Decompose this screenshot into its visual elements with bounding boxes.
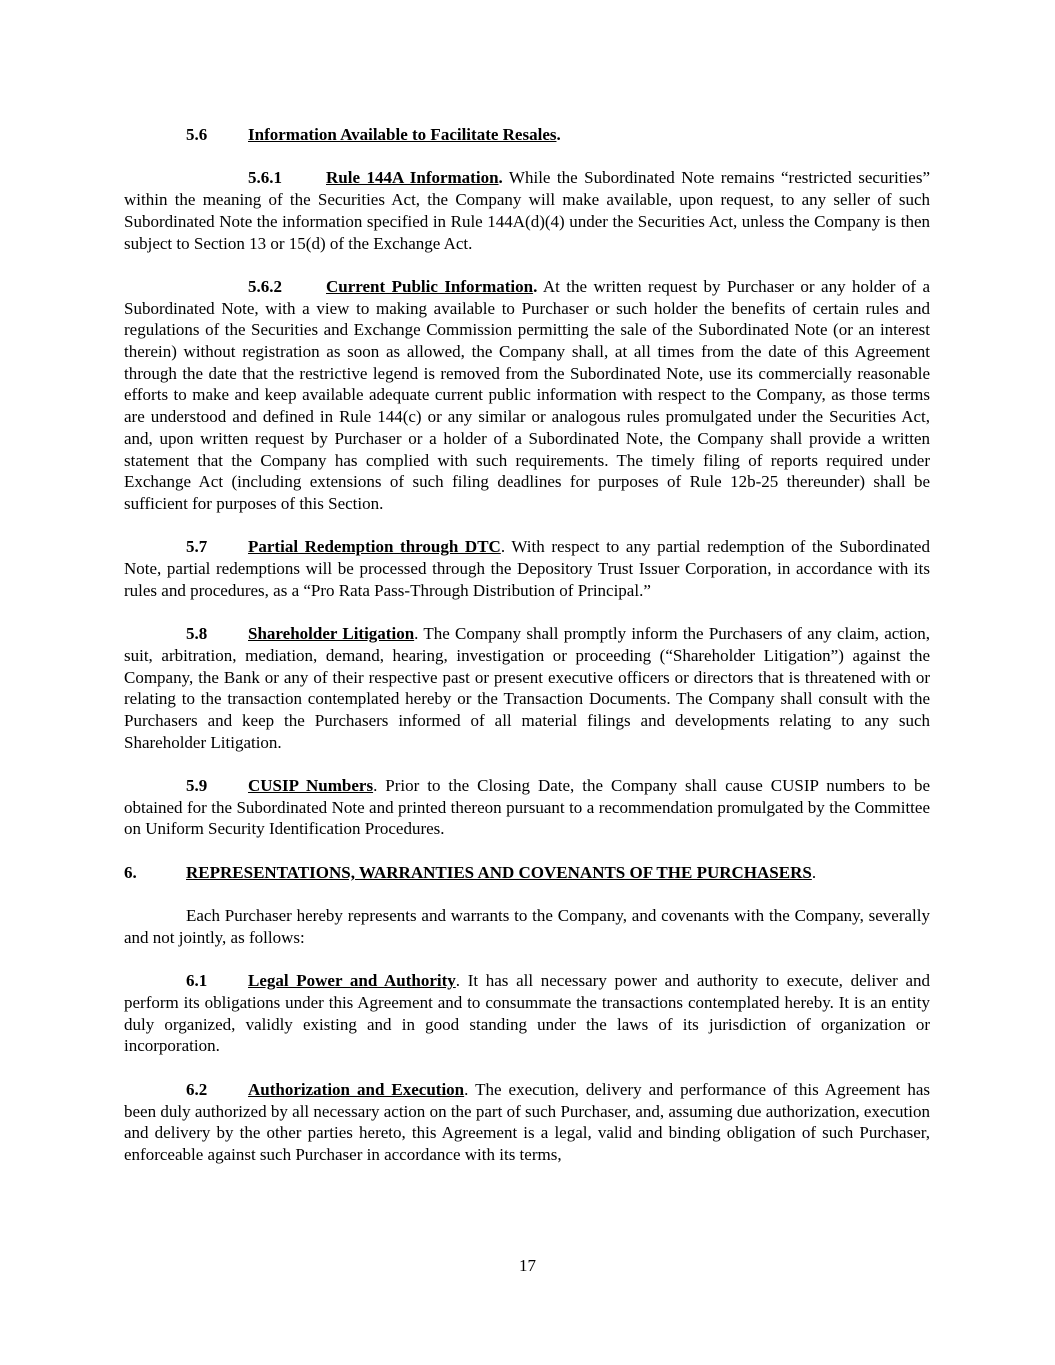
- section-number: 5.6.2: [248, 276, 282, 296]
- section-title: REPRESENTATIONS, WARRANTIES AND COVENANTS OF THE PURCHASERS: [186, 862, 812, 882]
- section-body: . The Company shall promptly inform the Purchasers of any claim, action, suit, arbitration, mediation, demand, hearing, investigation or proceeding (“Shareholder Litigation”) against the Company, the Bank or any of their respective past or present executive officers or directors that is threatened with or relating to the transaction contemplated hereby or the Transaction Documents. The Company shall consult with the Purchasers and keep the Purchasers informed of all material filings and developments relating to any such Shareholder Litigation.: [124, 624, 930, 752]
- section-number: 6.1: [186, 971, 208, 991]
- section-title: Legal Power and Authority: [248, 971, 456, 991]
- document-page: [124, 124, 930, 1187]
- section-body: . The execution, delivery and performance of this Agreement has been duly authorized by all necessary action on the part of such Purchaser, and, assuming due authorization, execution and delivery by the other parties hereto, this Agreement is a legal, valid and binding obligation of such Purchaser, enforceable against such Purchaser in accordance with its terms,: [124, 1079, 930, 1164]
- section-title: Current Public Information: [326, 276, 534, 296]
- section-6: [124, 862, 930, 884]
- section-title: Information Available to Facilitate Resales: [248, 125, 557, 144]
- section-6-1: [124, 970, 930, 1057]
- section-5-6: [124, 124, 930, 146]
- title-punct: .: [498, 168, 503, 188]
- section-6-intro: [124, 905, 930, 948]
- section-body: . With respect to any partial redemption of the Subordinated Note, partial redemptions will be processed through the Depository Trust Issuer Corporation, in accordance with its rules and procedures, as a “Pro Rata Pass-Through Distribution of Principal.”: [124, 537, 930, 600]
- section-5-8: [124, 623, 930, 753]
- title-punct: .: [533, 276, 538, 296]
- section-body: .: [811, 862, 817, 882]
- section-title: Shareholder Litigation: [248, 624, 415, 644]
- section-title: Rule 144A Information: [326, 168, 499, 188]
- section-number: 5.6.1: [248, 168, 282, 188]
- section-body: . Prior to the Closing Date, the Company shall cause CUSIP numbers to be obtained for the Subordinated Note and printed thereon pursuant to a recommendation promulgated by the Committee on Uniform Security Identification Procedures.: [124, 776, 930, 839]
- section-number: 6.: [124, 862, 137, 882]
- section-body: . It has all necessary power and authority to execute, deliver and perform its obligations under this Agreement and to consummate the transactions contemplated hereby. It is an entity duly organized, validly existing and in good standing under the laws of its jurisdiction of organization or incorporation.: [124, 971, 930, 1056]
- section-5-6-2: [124, 276, 930, 515]
- section-number: 5.9: [186, 776, 208, 796]
- section-body: While the Subordinated Note remains “restricted securities” within the meaning of the Securities Act, the Company will make available, upon request, to any seller of such Subordinated Note the information specified in Rule 144A(d)(4) under the Securities Act, unless the Company is then subject to Section 13 or 15(d) of the Exchange Act.: [124, 168, 930, 253]
- section-6-2: [124, 1079, 930, 1166]
- section-5-6-1: [124, 167, 930, 254]
- section-5-7: [124, 536, 930, 601]
- section-number: 6.2: [186, 1079, 208, 1099]
- section-title: Authorization and Execution: [248, 1079, 465, 1099]
- section-body: Each Purchaser hereby represents and warrants to the Company, and covenants with the Company, severally and not jointly, as follows:: [124, 906, 930, 947]
- section-title: CUSIP Numbers: [248, 776, 374, 796]
- section-body: At the written request by Purchaser or any holder of a Subordinated Note, with a view to making available to Purchaser or such holder the benefits of certain rules and regulations of the Securities and Exchange Commission permitting the sale of the Subordinated Note (or an interest therein) without registration as soon as allowed, the Company shall, at all times from the date of this Agreement through the date that the restrictive legend is removed from the Subordinated Note, use its commercially reasonable efforts to make and keep available adequate current public information with respect to the Company, as those terms are understood and defined in Rule 144(c) or any similar or analogous rules promulgated under the Securities Act, and, upon written request by Purchaser or a holder of a Subordinated Note, the Company shall provide a written statement that the Company has complied with such requirements. The timely filing of reports required under Exchange Act (including extensions of such filing deadlines for purposes of Rule 12b-25 thereunder) shall be sufficient for purposes of this Section.: [124, 276, 930, 513]
- page-number: 17: [519, 1256, 536, 1275]
- section-title: Partial Redemption through DTC: [248, 537, 501, 557]
- section-number: 5.7: [186, 537, 208, 557]
- section-5-9: [124, 775, 930, 840]
- section-number: 5.6: [186, 125, 208, 144]
- title-punct: .: [556, 125, 561, 144]
- section-number: 5.8: [186, 624, 208, 644]
